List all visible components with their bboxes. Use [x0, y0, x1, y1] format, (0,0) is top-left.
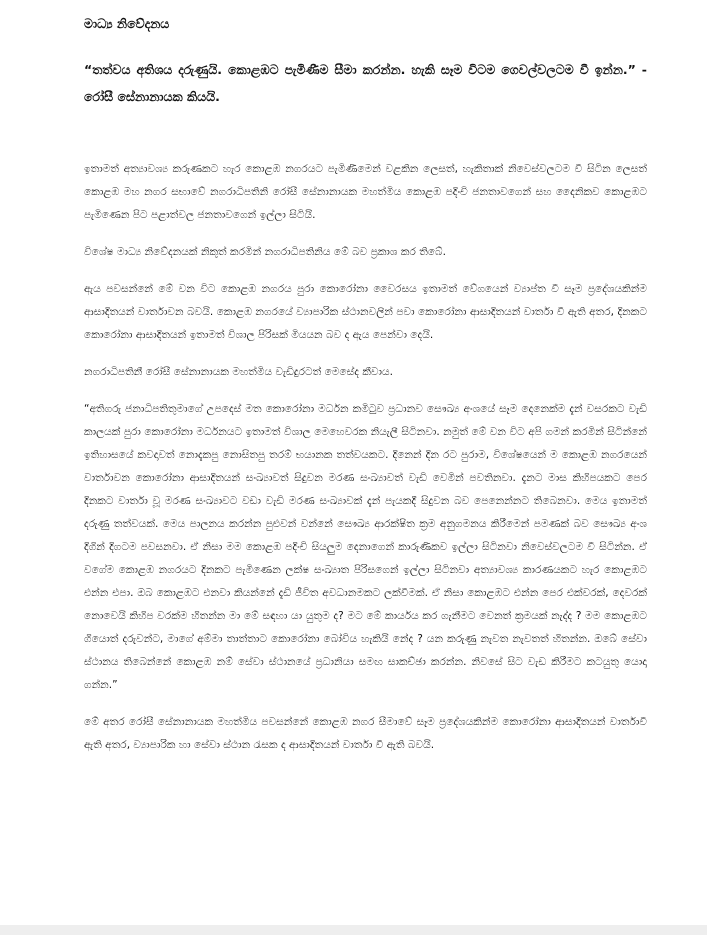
headline-quote: “තත්වය අතිශය දරුණුයි. කොළඹට පැමිණීම සීමා කරන්න. හැකි සෑම විටම ගෙවල්වලටම වී ඉන්න.” - රෝසී සේනානායක කියයි. [84, 62, 647, 104]
paragraph-further: නගරාධිපතිනී රෝසී සේනානායක මහත්මිය වැඩිදුරටත් මෙසේද කීවාය. [84, 366, 394, 378]
paragraph-spread: ඇය පවසන්නේ මේ වන විට කොළඹ නගරය පුරා කොරෝනා වෛරසය ඉතාමත් වේගයෙන් ව්‍යාප්ත වී සෑම ප්‍රදේශයකින්ම ආසාදිතයන් වාර්තාවන බවයි. කොළඹ නගරයේ ව්‍යාපාරික ස්ථානවලින් පවා කොරෝනා ආසාදිතයන් වාර්තා වී ඇති අතර, දිනකට කොරෝනා ආසාදිතයන් ඉතාමත් විශාල පිරිසක් මියයන බව ද ඇය පෙන්වා දෙයි. [84, 283, 647, 341]
paragraph-closing: මේ අතර රෝසී සේනානායක මහත්මිය පවසන්නේ කොළඹ නගර සීමාවේ සෑම ප්‍රදේශයකින්ම කොරෝනා ආසාදිතයන් වාර්තාවී ඇති අතර, ව්‍යාපාරික හා සේවා ස්ථාන රැසක ද ආසාදිතයන් වාර්තා වී ඇති බවයි. [84, 716, 647, 751]
article-body [84, 158, 647, 757]
page-bottom-strip [0, 925, 707, 935]
paragraph-statement: විශේෂ මාධ්‍ය නිවේදනයක් නිකුත් කරමින් නගරාධිපතිනිය මේ බව ප්‍රකාශ කර තිබේ. [84, 246, 446, 258]
document-title: මාධ්‍ය නිවේදනය [84, 16, 170, 31]
paragraph-intro: ඉතාමත් අත්‍යාවශ්‍ය කරුණකට හැර කොළඹ නගරයට පැමිණීමෙන් වළකින ලෙසත්, හැකිතාක් නිවෙස්වලටම වී සිටින ලෙසත් කොළඹ මහ නගර සභාවේ නගරාධිපතිනි රෝසී සේනානායක මහත්මිය කොළඹ පදිංචි ජනතාවගෙන් සහ දෛනිකව කොළඹට පැමිණෙන පිට පළාත්වල ජනතාවගෙන් ඉල්ලා සිටියි. [84, 163, 647, 221]
paragraph-quote: “අතිගරු ජනාධිපතිතුමාගේ උපදෙස් මත කොරෝනා මර්ධන කමිටුව ප්‍රධානව සෞඛ්‍ය අංශයේ සෑම දෙනෙක්ම දැන් වසරකට වැඩි කාලයක් පුරා කොරෝනා මර්ධනයට ඉතාමත් විශාල මෙහෙවරක නියැලී සිටිනවා. නමුත් මේ වන විට අපි ගමන් කරමින් සිටින්නේ ඉතිහාසයේ කවදාවත් නොදැකපු නොසිතපු තරම් භයානක තත්වයකට. දිනෙන් දින රට පුරාම, විශේෂයෙන් ම කොළඹ නගරයෙන් වාර්තාවන කොරෝනා ආසාදිතයන් සංඛ්‍යාවත් සිදුවන මරණ සංඛ්‍යාවත් වැඩි වෙමින් පවතිනවා. දැනට මාස කිහිපයකට පෙර දිනකට වාර්තා වූ මරණ සංඛ්‍යාවට වඩා වැඩි මරණ සංඛ්‍යාවක් දැන් පැයකදී සිදුවන බව පෙනෙන්නට තිබෙනවා. මෙය ඉතාමත් දරුණු තත්වයක්. මෙය පාලනය කරන්න පුළුවන් වන්නේ සෞඛ්‍ය ආරක්ෂිත ක්‍රම අනුගමනය කිරීමෙන් පමණක් බව සෞඛ්‍ය අංශ දිගින් දිගටම පවසනවා. ඒ නිසා මම කොළඹ පදිංචි සියලුම දෙනාගෙන් කාරුණිකව ඉල්ලා සිටිනවා නිවෙස්වලටම වී සිටින්න. ඒ වගේම කොළඹ නගරයට දිනකට පැමිණෙන ලක්ෂ සංඛ්‍යාත පිරිසගෙන් ඉල්ලා සිටිනවා අත්‍යාවශ්‍ය කාරණයකට හැර කොළඹට එන්න එපා. ඔබ කොළඹට එනවා කියන්නේ දැඩි ජීවිත අවධානමකට ලක්වීමක්. ඒ නිසා කොළඹට එන්න පෙර එක්වරක්, දෙවරක් නොවෙයි කිහිප වරක්ම හිතන්න මා මේ සඳහා යා යුතුම ද? මට මේ කාර්යය කර ගැනීමට වෙනත් ක්‍රමයක් නැද්ද ? මම කොළඹට ගියොත් දරුවන්ට, මාගේ අම්මා තාත්තාට කොරෝනා බෝවිය හැකියි නේද ? යන කරුණු නැවත නැවතත් හිතන්න. ඔබේ සේවා ස්ථානය තිබෙන්නේ කොළඹ නම් සේවා ස්ථානයේ ප්‍රධානියා සමඟ සාකච්ඡා කරන්න. නිවසේ සිට වැඩ කිරීමට කටයුතු යොදා ගන්න.” [84, 403, 647, 691]
